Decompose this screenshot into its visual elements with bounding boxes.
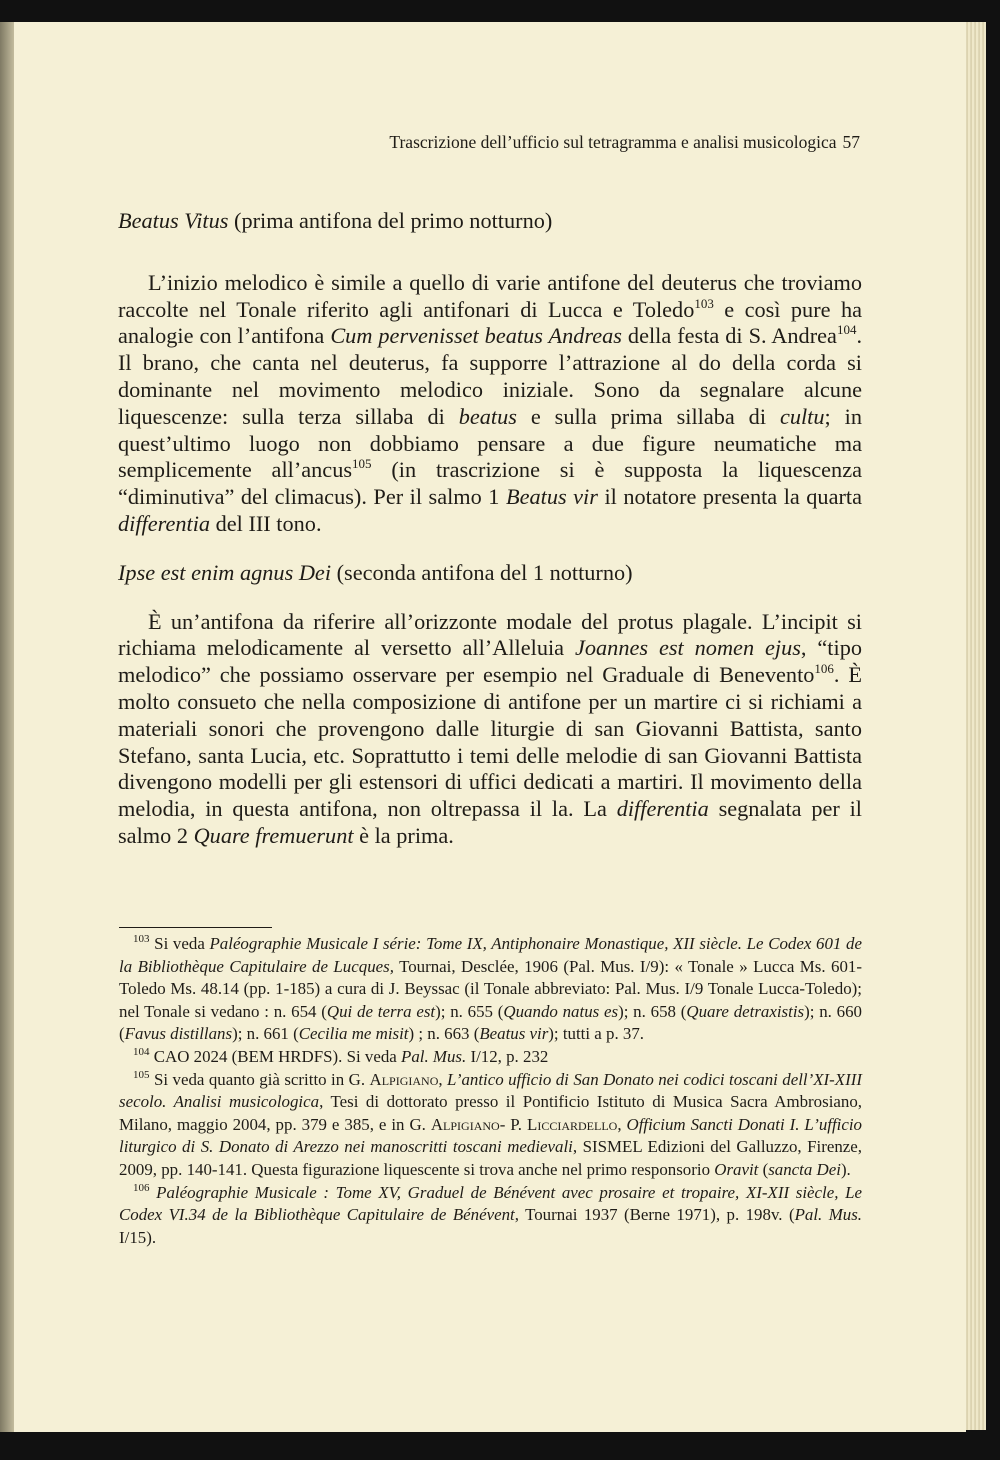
footnote-104: $^{104}$ CAO 2024 (BEM HRDFS). Si veda Pal. Mus. I/12, p. 232 <box>133 1045 549 1066</box>
footnote-ref-105[interactable]: 105 <box>352 456 372 472</box>
running-head <box>346 132 860 153</box>
paragraph-ipse-est: È un’antifona da riferire all’orizzonte modale del protus plagale. L’incipit si richiama melodicamente al versetto all’Alleluia Joannes est nomen ejus, “tipo melodico” che possiamo osservare per esempio nel Graduale di Benevento$^{106}$. È molto consueto che nella composizione di antifone per un martire ci si richiami a materiali sonori che provengono dalle liturgie di san Giovanni Battista, santo Stefano, santa Lucia, etc. Soprattutto i temi delle melodie di san Giovanni Battista divengono modelli per gli estensori di uffici dedicati a martiri. Il movimento della melodia, in questa antifona, non oltrepassa il la. La differentia segnalata per il salmo 2 Quare fremuerunt è la prima. <box>118 608 862 848</box>
section-heading-ipse-est: Ipse est enim agnus Dei (seconda antifona del 1 notturno) <box>118 559 633 585</box>
main-text <box>118 208 862 850</box>
page-number: 57 <box>842 132 860 152</box>
footnotes <box>119 933 862 1249</box>
footnote-ref-104[interactable]: 104 <box>836 322 857 338</box>
footnote-separator <box>119 927 272 928</box>
section-heading-beatus-vitus: Beatus Vitus (prima antifona del primo notturno) <box>118 208 553 233</box>
footnote-105: $^{105}$ Si veda quanto già scritto in G. Alpigiano, L’antico ufficio di San Donato nei codici toscani dell’XI-XIII secolo. Analisi musicologica, Tesi di dottorato presso il Pontificio Istituto di Musica Sacra Ambrosiano, Milano, maggio 2004, pp. 379 e 385, e in G. Alpigiano- P. Licciardello, Officium Sancti Donati I. L’ufficio liturgico di S. Donato di Arezzo nei manoscritti toscani medievali, SISMEL Edizioni del Galluzzo, Firenze, 2009, pp. 140-141. Questa figurazione liquescente si trova anche nel primo responsorio Oravit (sancta Dei). <box>119 1068 862 1179</box>
paragraph-beatus-vitus: L’inizio melodico è simile a quello di varie antifone del deuterus che troviamo raccolte nel Tonale riferito agli antifonari di Lucca e Toledo$^{103}$ e così pure ha analogie con l’antifona Cum pervenisset beatus Andreas della festa di S. Andrea$^{104}$. Il brano, che canta nel deuterus, fa supporre l’attrazione al do della corda si dominante nel movimento melodico iniziale. Sono da segnalare alcune liquescenze: sulla terza sillaba di beatus e sulla prima sillaba di cultu; in quest’ultimo luogo non dobbiamo pensare a due figure neumatiche ma semplicemente all’ancus$^{105}$ (in trascrizione si è supposta la liquescenza “diminutiva” del climacus). Per il salmo 1 Beatus vir il notatore presenta la quarta differentia del III tono. <box>118 269 863 536</box>
footnote-ref-106[interactable]: 106 <box>814 661 834 677</box>
footnote-103: $^{103}$ Si veda Paléographie Musicale I série: Tome IX, Antiphonaire Monastique, XII siècle. Le Codex 601 de la Bibliothèque Capitulaire de Lucques, Tournai, Desclée, 1906 (Pal. Mus. I/9): « Tonale » Lucca Ms. 601-Toledo Ms. 48.14 (pp. 1-185) a cura di J. Beyssac (il Tonale abbreviato: Pal. Mus. I/9 Tonale Lucca-Toledo); nel Tonale si vedano : n. 654 (Qui de terra est); n. 655 (Quando natus es); n. 658 (Quare detraxistis); n. 660 (Favus distillans); n. 661 (Cecilia me misit) ; n. 663 (Beatus vir); tutti a p. 37. <box>119 933 862 1044</box>
footnote-ref-103[interactable]: 103 <box>694 295 714 311</box>
running-head-title: Trascrizione dell’ufficio sul tetragramma e analisi musicologica <box>389 132 837 152</box>
footnote-106: $^{106}$ Paléographie Musicale : Tome XV, Graduel de Bénévent avec prosaire et tropaire, XI-XII siècle, Le Codex VI.34 de la Bibliothèque Capitulaire de Bénévent, Tournai 1937 (Berne 1971), p. 198v. (Pal. Mus. I/15). <box>119 1181 863 1247</box>
